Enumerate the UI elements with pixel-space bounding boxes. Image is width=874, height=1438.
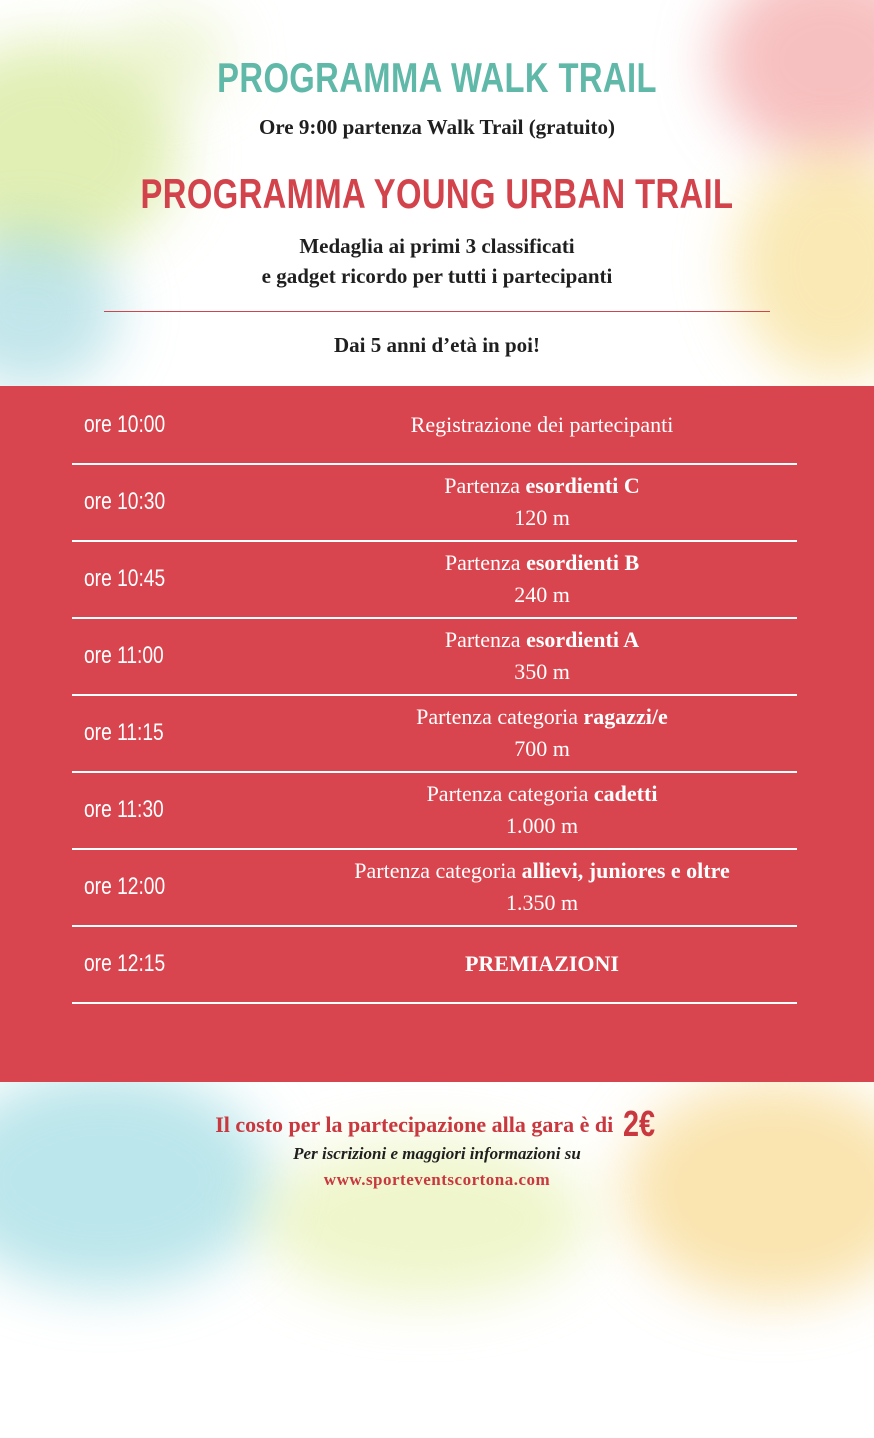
- schedule-time: ore 11:30: [84, 796, 164, 823]
- event-text: Partenza categoria: [416, 703, 584, 729]
- schedule-row: [72, 771, 797, 850]
- event-text: Partenza: [444, 626, 527, 652]
- event-category: esordienti C: [525, 472, 640, 498]
- event-line: [411, 409, 674, 441]
- paint-splash: [260, 1140, 590, 1300]
- schedule-description: [272, 386, 812, 463]
- event-line: [445, 624, 639, 656]
- schedule-time: ore 10:30: [84, 488, 166, 515]
- event-category: esordienti B: [526, 549, 640, 575]
- schedule-description: [272, 848, 812, 925]
- schedule-time: ore 10:45: [84, 565, 166, 592]
- event-distance: 1.350 m: [505, 889, 579, 915]
- walk-trail-title: PROGRAMMA WALK TRAIL: [217, 54, 657, 101]
- event-line: [416, 701, 668, 733]
- schedule-row: [72, 694, 797, 773]
- event-category: ragazzi/e: [583, 703, 668, 729]
- schedule-time: ore 10:00: [84, 411, 166, 438]
- schedule-row: [72, 617, 797, 696]
- website-link[interactable]: www.sporteventscortona.com: [323, 1170, 551, 1189]
- event-category: esordienti A: [526, 626, 640, 652]
- event-text: Partenza categoria: [426, 780, 594, 806]
- schedule-row: [72, 463, 797, 542]
- prize-line-medal: Medaglia ai primi 3 classificati: [299, 234, 575, 258]
- schedule-row: [72, 848, 797, 927]
- schedule-description: [272, 694, 812, 771]
- event-text: Partenza: [444, 549, 527, 575]
- event-text: Registrazione dei partecipanti: [410, 411, 674, 437]
- event-category: PREMIAZIONI: [464, 950, 619, 976]
- schedule-description: [272, 463, 812, 540]
- schedule-time: ore 12:15: [84, 950, 166, 977]
- cost-price: 2€: [622, 1103, 655, 1144]
- young-urban-trail-title: PROGRAMMA YOUNG URBAN TRAIL: [140, 170, 734, 217]
- closing-note: Ristoro finale per tutti i partecipanti: [243, 1408, 631, 1437]
- schedule-description: [272, 771, 812, 848]
- event-distance: 350 m: [514, 658, 570, 684]
- schedule-time: ore 11:00: [84, 642, 164, 669]
- event-distance: 120 m: [514, 504, 570, 530]
- event-category: cadetti: [593, 780, 658, 806]
- section-divider: [104, 311, 770, 312]
- event-distance: 1.000 m: [505, 812, 579, 838]
- event-line: [354, 855, 730, 887]
- walk-trail-start-time: Ore 9:00 partenza Walk Trail (gratuito): [259, 115, 615, 139]
- event-distance: 700 m: [514, 735, 570, 761]
- cost-text: Il costo per la partecipazione alla gara è di: [215, 1112, 614, 1137]
- prize-line-gadget: e gadget ricordo per tutti i partecipanti: [261, 264, 613, 288]
- schedule-time: ore 12:00: [84, 873, 166, 900]
- schedule-row: [72, 925, 797, 1004]
- event-category: allievi, juniores e oltre: [521, 857, 730, 883]
- schedule-row: [72, 540, 797, 619]
- event-line: [465, 948, 619, 980]
- young-trail-prizes: [0, 231, 874, 291]
- schedule-description: [272, 925, 812, 1002]
- info-text: Per iscrizioni e maggiori informazioni su: [293, 1144, 581, 1163]
- event-text: Partenza categoria: [354, 857, 522, 883]
- participation-cost: [0, 1103, 874, 1145]
- event-text: Partenza: [444, 472, 526, 498]
- schedule-time: ore 11:15: [84, 719, 164, 746]
- event-distance: 240 m: [514, 581, 570, 607]
- age-requirement: Dai 5 anni d’età in poi!: [334, 333, 540, 357]
- event-line: [444, 470, 640, 502]
- event-line: [427, 778, 658, 810]
- event-line: [445, 547, 639, 579]
- schedule-description: [272, 617, 812, 694]
- schedule-description: [272, 540, 812, 617]
- schedule-row: [72, 386, 797, 465]
